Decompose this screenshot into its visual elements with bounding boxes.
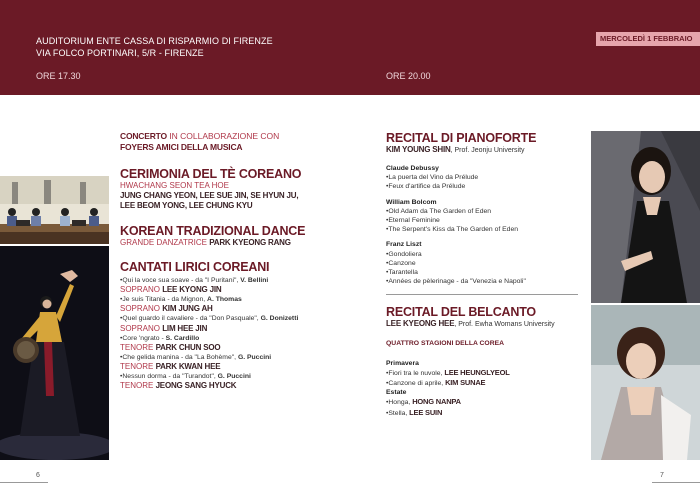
tea-ceremony-names-1: JUNG CHANG YEON, LEE SUE JIN, SE HYUN JU,	[120, 191, 299, 200]
pianist: KIM YOUNG SHIN, Prof. Jeonju University	[386, 145, 525, 154]
aria-item: • Quel guardo il cavaliere - da "Don Pasquale", G. Donizetti SOPRANO LIM HEE JIN	[120, 314, 350, 333]
singer-image	[591, 305, 700, 460]
aria-item: • Je suis Titania - da Mignon, A. Thomas SOPRANO KIM JUNG AH	[120, 295, 350, 314]
time-right: ORE 20.00	[386, 71, 431, 81]
dance-image	[0, 246, 109, 460]
belcanto-title: RECITAL DEL BELCANTO	[386, 305, 536, 320]
aria-item: • Qui la voce sua soave - da "I Puritani", V. Bellini SOPRANO LEE KYONG JIN	[120, 276, 350, 295]
tea-ceremony-photo	[0, 176, 109, 244]
aria-item: • Nessun dorma - da "Turandot", G. Puccini TENORE JEONG SANG HYUCK	[120, 372, 350, 391]
piano-recital-title: RECITAL DI PIANOFORTE	[386, 131, 537, 145]
song-item: • Honga, HONG NANPA	[386, 397, 586, 407]
pianist-photo	[591, 131, 700, 303]
page-number-right: 7	[660, 472, 664, 479]
song-item: • Fiori tra le nuvole, LEE HEUNGLYEOL	[386, 368, 586, 378]
dance-performer	[120, 238, 350, 248]
dance-title: KOREAN TRADIZIONAL DANCE	[120, 224, 306, 238]
intro	[120, 131, 350, 152]
tea-ceremony-title: CERIMONIA DEL TÈ COREANO	[120, 167, 302, 181]
intro-concerto: CONCERTO	[120, 131, 167, 141]
tea-ceremony-names-2: LEE BEOM YONG, LEE CHUNG KYU	[120, 201, 253, 210]
season-summer: Estate	[386, 389, 407, 397]
song-item: • Stella, LEE SUIN	[386, 408, 586, 418]
venue-name: AUDITORIUM ENTE CASSA DI RISPARMIO DI FIRENZE	[36, 36, 273, 46]
intro-foyers: FOYERS AMICI DELLA MUSICA	[120, 141, 243, 152]
venue-address: VIA FOLCO PORTINARI, 5/R - FIRENZE	[36, 48, 204, 58]
header-band	[0, 0, 700, 95]
footer-rule-right	[652, 482, 700, 483]
pianist-image	[591, 131, 700, 303]
aria-list	[120, 276, 350, 391]
piano-group: William Bolcom • Old Adam da The Garden of Eden • Eternal Feminine • The Serpent's Kiss da The Garden of Eden	[386, 198, 586, 235]
afternoon-program	[120, 131, 350, 391]
date-badge: MERCOLEDÌ 1 FEBBRAIO	[596, 32, 700, 46]
section-divider	[386, 294, 578, 295]
aria-item: • Che gelida manina - da "La Bohème", G. Puccini TENORE PARK KWAN HEE	[120, 353, 350, 372]
dance-name: PARK KYEONG RANG	[209, 238, 291, 247]
program-title: QUATTRO STAGIONI DELLA COREA	[386, 340, 505, 348]
lyric-songs-title: CANTATI LIRICI COREANI	[120, 260, 270, 274]
intro-collab: IN COLLABORAZIONE CON	[166, 131, 280, 141]
singer: LEE KYEONG HEE, Prof. Ewha Womans University	[386, 319, 555, 329]
dance-role: GRANDE DANZATRICE	[120, 238, 210, 247]
time-left: ORE 17.30	[36, 71, 81, 81]
piano-group: Claude Debussy • La puerta del Vino da Prélude • Feux d'artifice da Prélude	[386, 164, 586, 192]
aria-item: • Core 'ngrato - S. Cardillo TENORE PARK CHUN SOO	[120, 334, 350, 353]
piano-group: Franz Liszt • Gondoliera • Canzone • Tarantella • Années de pèlerinage - da "Venezia e Napoli"	[386, 240, 586, 286]
singer-photo	[591, 305, 700, 460]
dance-photo	[0, 246, 109, 460]
footer-rule-left	[0, 482, 48, 483]
venue	[36, 35, 273, 59]
tea-ceremony-group: HWACHANG SEON TEA HOE	[120, 181, 229, 190]
song-item: • Canzone di aprile, KIM SUNAE	[386, 378, 586, 388]
evening-program	[386, 131, 586, 418]
page-number-left: 6	[36, 472, 40, 479]
tea-ceremony-image	[0, 176, 109, 244]
season-spring: Primavera	[386, 359, 419, 367]
